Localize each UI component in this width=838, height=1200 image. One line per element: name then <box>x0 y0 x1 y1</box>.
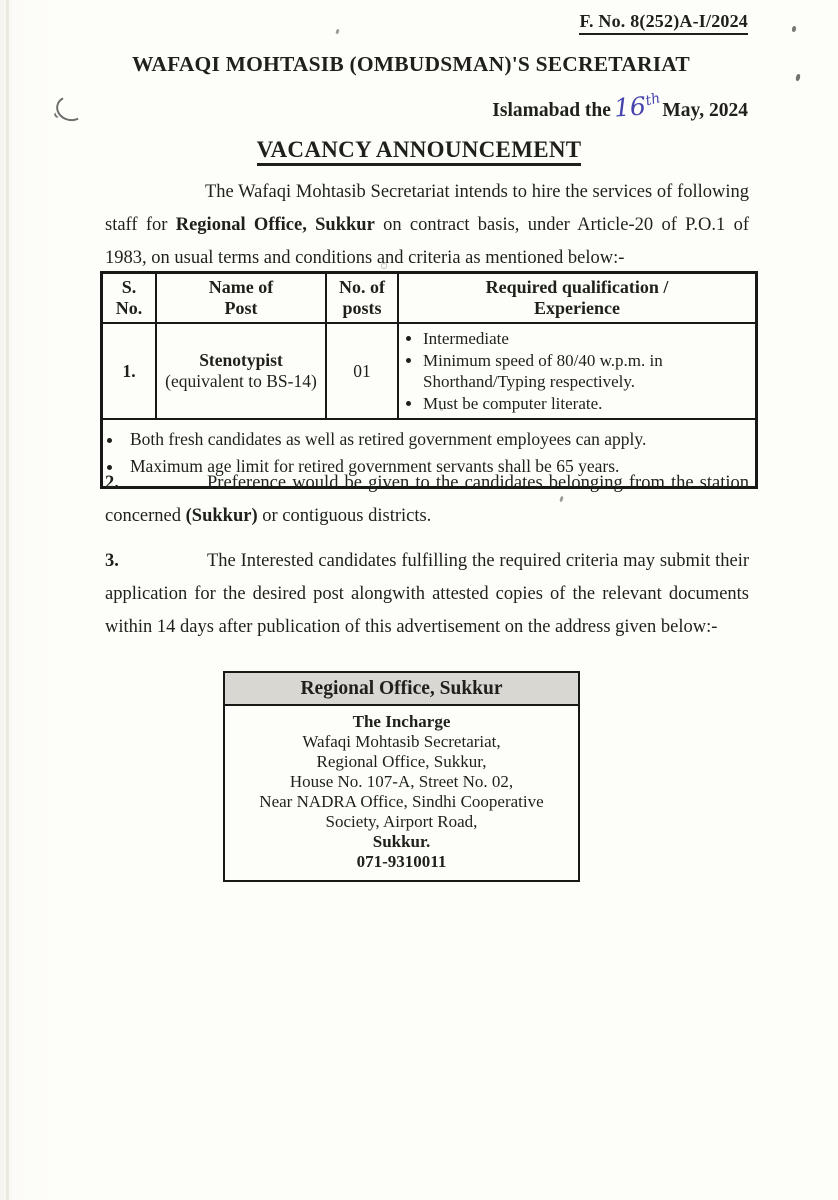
address-line: Regional Office, Sukkur, <box>316 752 487 771</box>
address-line: Wafaqi Mohtasib Secretariat, <box>302 732 501 751</box>
post-name: Stenotypist <box>199 350 283 370</box>
table-row <box>102 323 757 419</box>
intro-bold-office: Regional Office, Sukkur <box>175 214 375 235</box>
table-header-row <box>102 273 757 324</box>
qualification-item: • Minimum speed of 80/40 w.p.m. in Shorthand/Typing respectively. <box>423 350 751 393</box>
handwritten-day: 16 <box>612 91 647 123</box>
organization-title: WAFAQI MOHTASIB (OMBUDSMAN)'S SECRETARIAT <box>132 52 690 76</box>
vacancy-announcement-heading: VACANCY ANNOUNCEMENT <box>0 137 838 163</box>
file-number: F. No. 8(252)A-I/2024 <box>579 11 748 35</box>
ink-speck <box>440 408 443 411</box>
date-prefix: Islamabad the <box>492 100 611 121</box>
cell-serial: 1. <box>102 323 157 419</box>
cell-post-name <box>156 323 326 419</box>
paragraph-2-text-after: or contiguous districts. <box>257 505 432 526</box>
date-line <box>492 90 748 123</box>
cell-qualifications <box>398 323 757 419</box>
header-serial-no: S. No. <box>102 273 157 324</box>
paragraph-2 <box>105 467 749 533</box>
intro-paragraph <box>105 176 749 274</box>
vacancy-table <box>100 271 758 489</box>
address-line: Near NADRA Office, Sindhi Cooperative <box>259 792 544 811</box>
intro-text-after: on contract basis, under Article-20 of P.O.1 of 1983, on usual terms and conditions and criteria as mentioned below:- <box>105 214 749 268</box>
address-line-city: Sukkur. <box>372 832 431 851</box>
date-rest: May, 2024 <box>662 100 748 121</box>
address-line: Society, Airport Road, <box>325 812 478 831</box>
handwritten-ordinal: th <box>643 90 662 110</box>
post-grade: (equivalent to BS-14) <box>165 371 317 391</box>
ink-speck <box>381 263 387 269</box>
address-line-incharge: The Incharge <box>352 712 451 731</box>
header-name-of-post: Name of Post <box>156 273 326 324</box>
scan-edge-shadow <box>6 0 9 1200</box>
paragraph-2-number: 2. <box>105 473 119 493</box>
qualification-item: • Must be computer literate. <box>423 393 751 415</box>
address-box <box>223 671 580 882</box>
paragraph-3 <box>105 545 749 643</box>
note-item: • Maximum age limit for retired government servants shall be 65 years. <box>124 453 751 480</box>
note-item: • Both fresh candidates as well as retired government employees can apply. <box>124 426 751 453</box>
paragraph-3-text: The Interested candidates fulfilling the required criteria may submit their application for the desired post alongwith attested copies of the relevant documents within 14 days after publication of this advertisement on the address given below:- <box>105 551 749 637</box>
address-line: House No. 107-A, Street No. 02, <box>289 772 514 791</box>
paragraph-3-number: 3. <box>105 551 119 571</box>
header-no-of-posts: No. of posts <box>326 273 398 324</box>
address-box-body <box>225 706 578 880</box>
qualification-item: • Intermediate <box>423 328 751 350</box>
paragraph-2-bold-sukkur: (Sukkur) <box>185 505 258 526</box>
intro-text-before: The Wafaqi Mohtasib Secretariat intends to hire the services of following staff for <box>105 182 749 235</box>
paragraph-2-text-before: Preference would be given to the candidates belonging from the station concerned <box>105 473 749 526</box>
address-line-phone: 071-9310011 <box>356 852 447 871</box>
cell-num-posts: 01 <box>326 323 398 419</box>
header-required-qualification: Required qualification / Experience <box>398 273 757 324</box>
handwritten-date <box>613 90 661 122</box>
address-box-title: Regional Office, Sukkur <box>225 673 578 706</box>
